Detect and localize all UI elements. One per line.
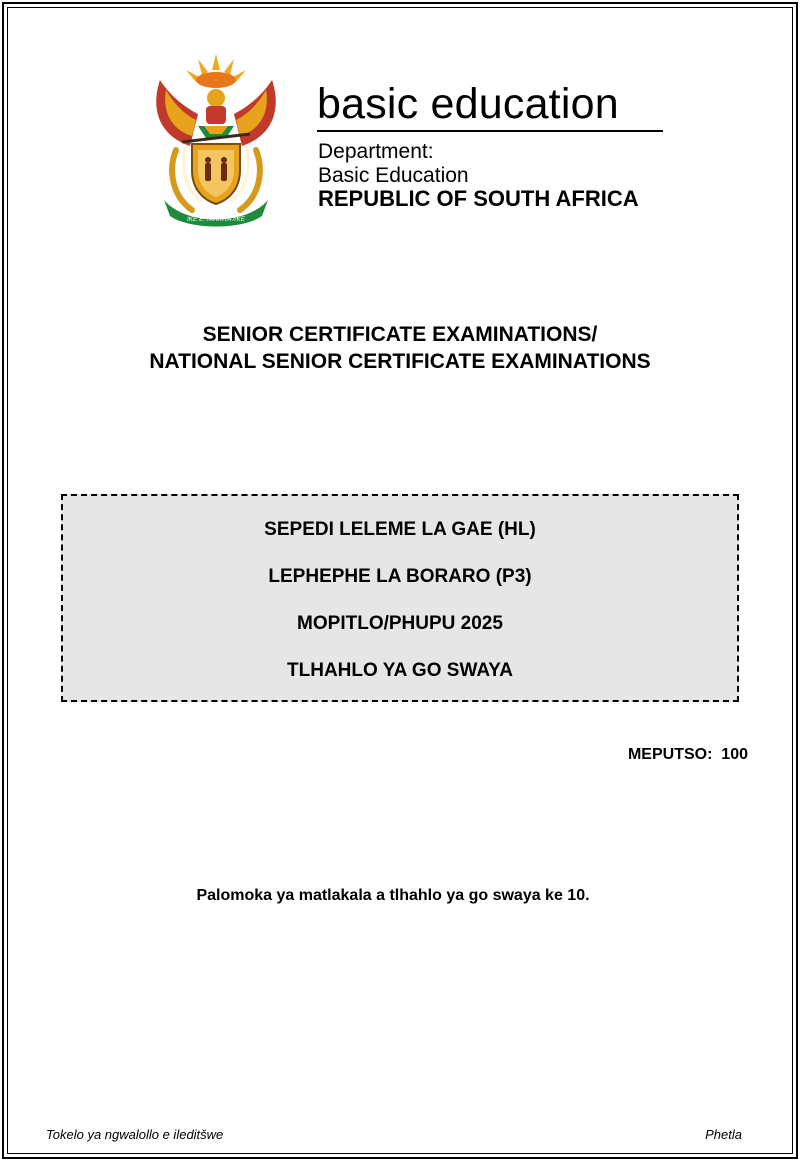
brand-divider xyxy=(317,130,663,132)
exam-heading-line1: SENIOR CERTIFICATE EXAMINATIONS/ xyxy=(202,323,598,346)
document-type: TLHAHLO YA GO SWAYA xyxy=(287,660,513,681)
subject-title: SEPEDI LELEME LA GAE (HL) xyxy=(264,519,536,540)
paper-number: LEPHEPHE LA BORARO (P3) xyxy=(268,566,532,587)
brand-title: basic education xyxy=(317,80,619,128)
exam-session: MOPITLO/PHUPU 2025 xyxy=(297,613,503,634)
coat-of-arms-icon xyxy=(146,50,286,228)
country-name: REPUBLIC OF SOUTH AFRICA xyxy=(318,186,639,211)
turn-over-footer: Phetla xyxy=(705,1127,742,1142)
page-count-note: Palomoka ya matlakala a tlhahlo ya go swaya ke 10. xyxy=(196,887,590,904)
total-marks: MEPUTSO: 100 xyxy=(627,746,748,763)
department-label: Department: xyxy=(318,140,434,163)
crest-motto: !KE E: /XARRA //KE xyxy=(186,216,246,223)
exam-heading-line2: NATIONAL SENIOR CERTIFICATE EXAMINATIONS xyxy=(149,350,651,373)
copyright-footer: Tokelo ya ngwalollo e ileditšwe xyxy=(46,1127,224,1142)
paper-info-box xyxy=(61,494,739,702)
department-name: Basic Education xyxy=(318,164,469,187)
